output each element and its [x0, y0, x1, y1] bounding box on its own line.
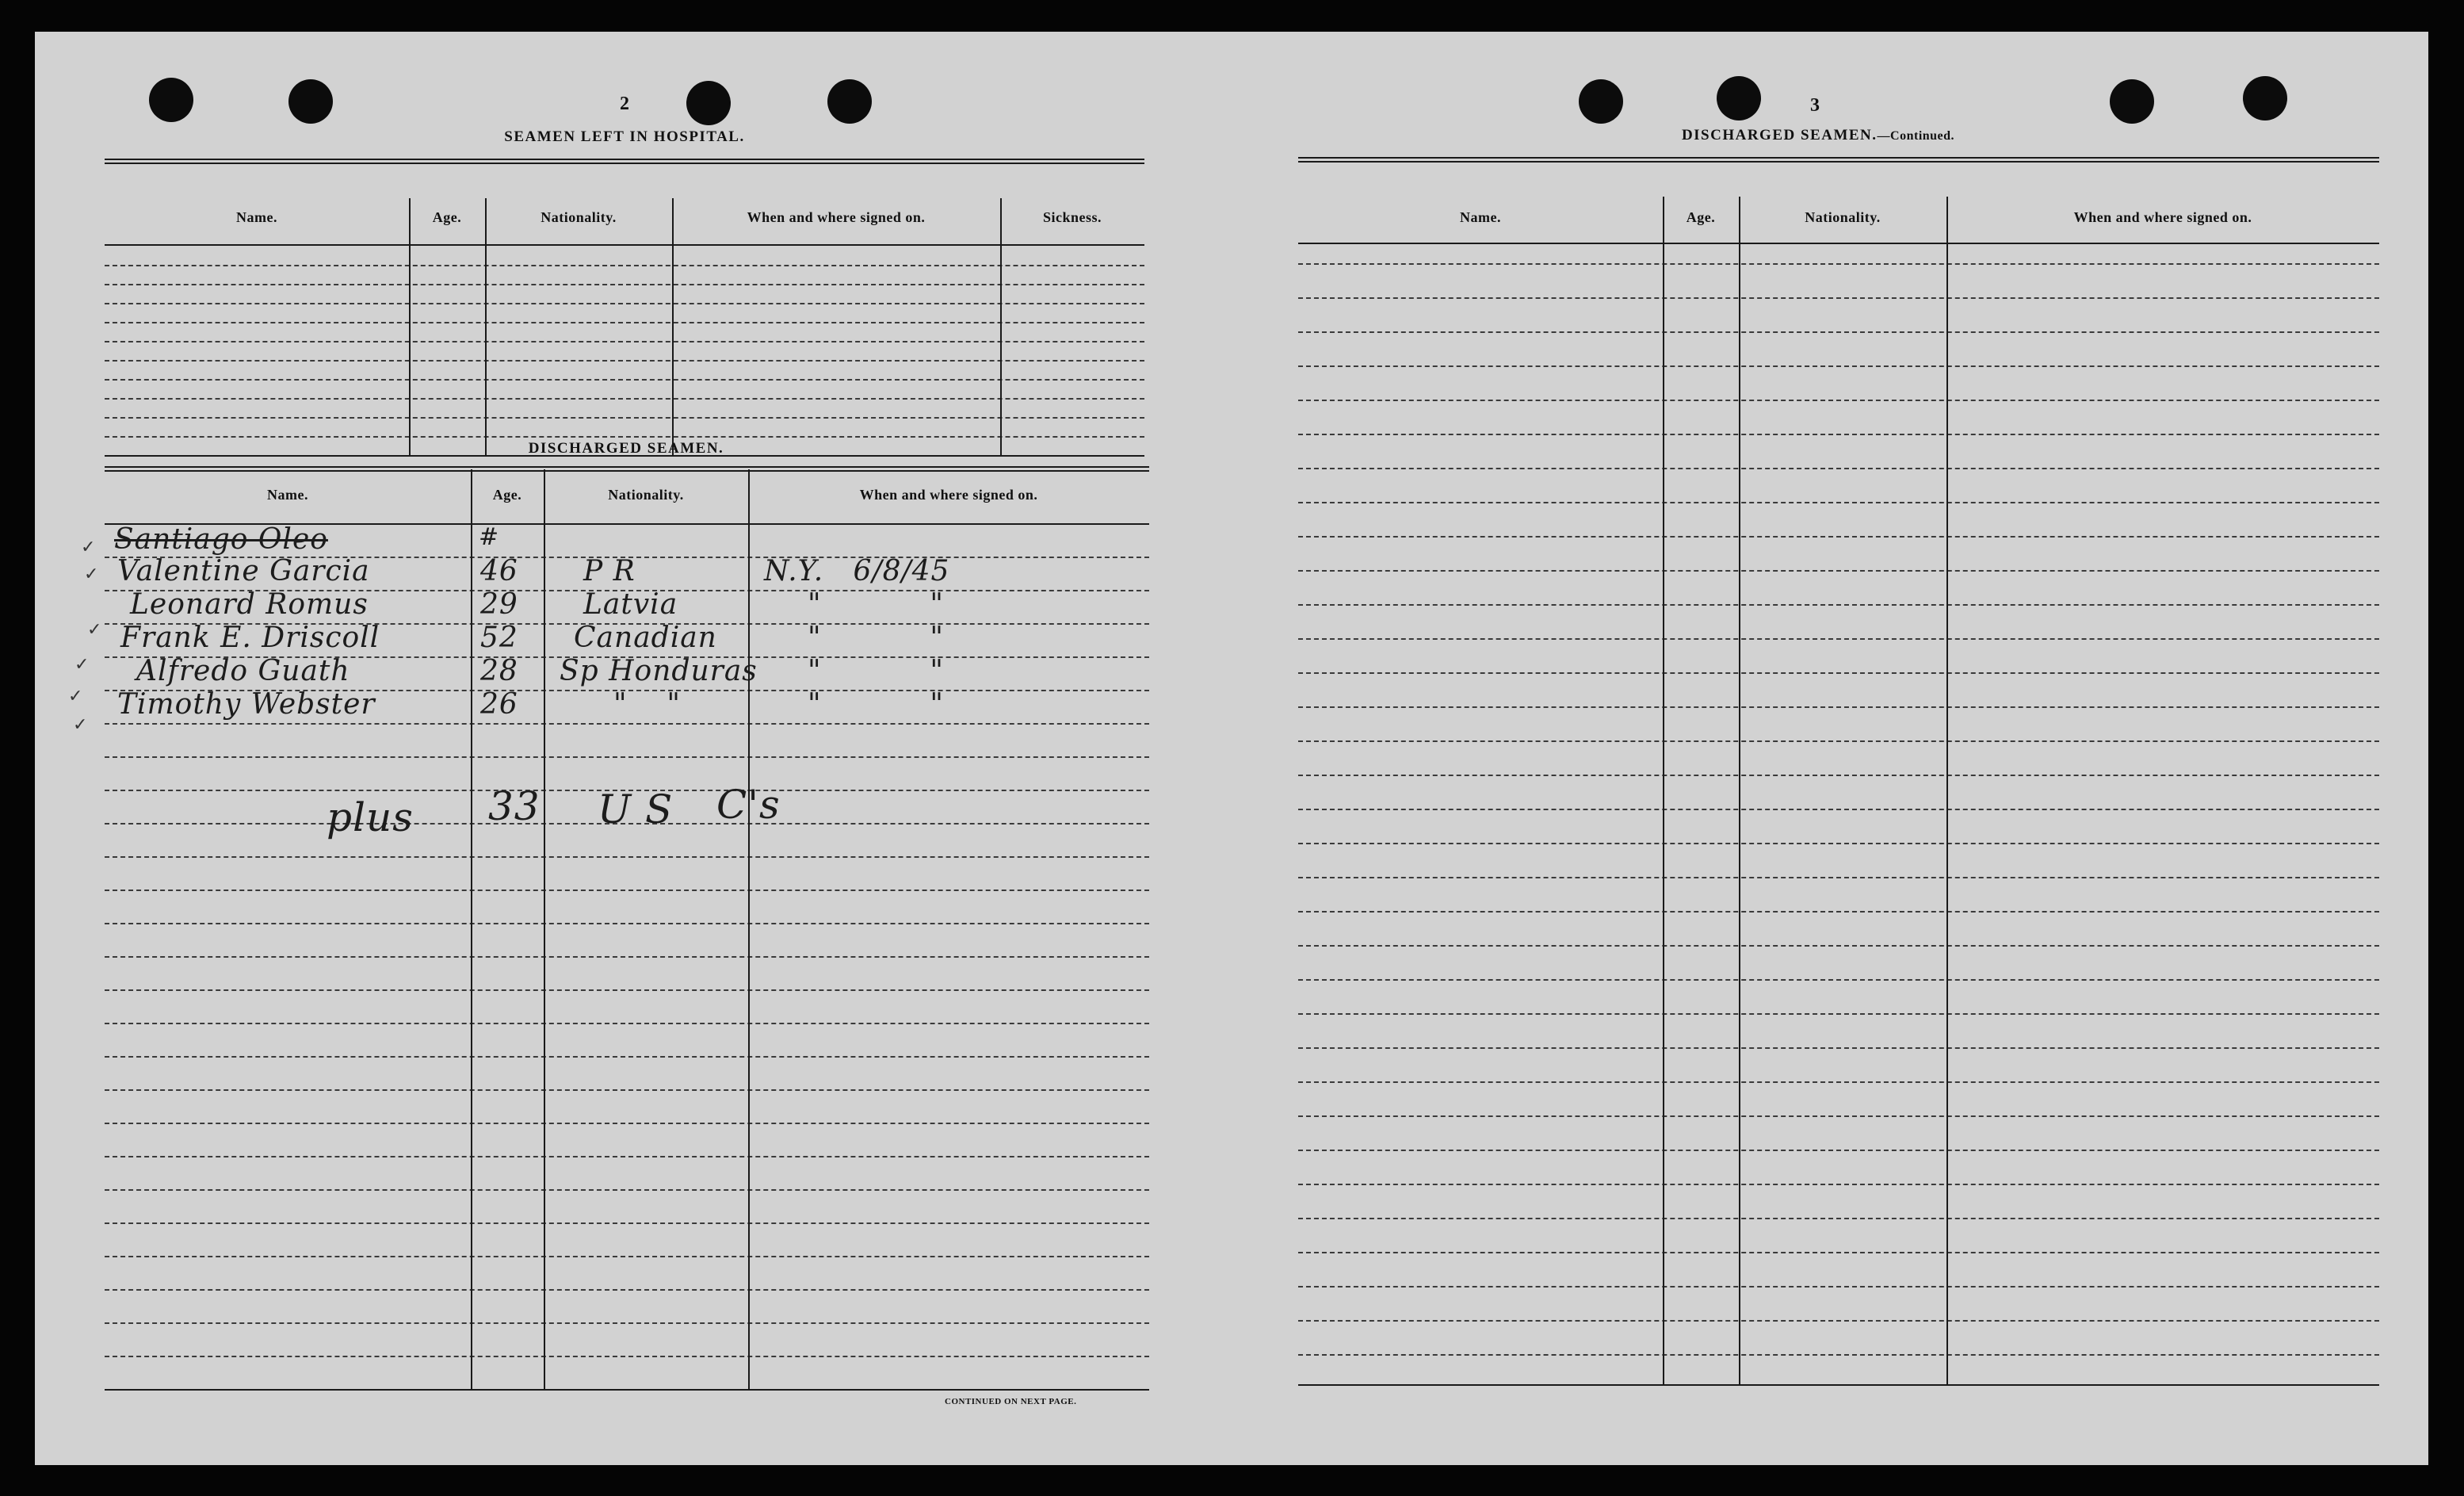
punch-hole — [686, 81, 731, 125]
col-header-name: Name. — [236, 209, 277, 225]
entry-age-struck: # — [479, 523, 500, 551]
note-count: 33 — [488, 783, 541, 829]
entry-nationality: Canadian — [574, 622, 717, 654]
discharged-section-title: DISCHARGED SEAMEN. — [528, 440, 724, 457]
entry-nationality: " " — [613, 688, 681, 721]
entry-signed-on: N.Y. 6/8/45 — [764, 555, 950, 587]
punch-hole — [2243, 76, 2287, 121]
discharged-continued-table — [1298, 157, 2379, 1425]
col-header-age: Age. — [432, 209, 462, 225]
entry-signed-on: " " — [808, 622, 944, 654]
entry-nationality: Latvia — [583, 588, 678, 621]
col-header-nationality: Nationality. — [541, 209, 617, 225]
page-number-left: 2 — [620, 94, 629, 114]
col-header-nationality: Nationality. — [608, 487, 684, 503]
check-mark: ✓ — [68, 687, 83, 706]
punch-hole — [288, 79, 333, 124]
check-mark: ✓ — [84, 564, 99, 584]
right-section-title: DISCHARGED SEAMEN.—Continued. — [1681, 127, 1955, 143]
entry-name: Timothy Webster — [117, 688, 376, 721]
col-header-name: Name. — [1460, 209, 1501, 225]
hospital-section-title: SEAMEN LEFT IN HOSPITAL. — [504, 128, 745, 145]
punch-hole — [149, 78, 193, 122]
entry-nationality: P R — [583, 555, 636, 587]
entry-age: 28 — [480, 655, 518, 687]
page-number-right: 3 — [1810, 95, 1820, 116]
col-header-sickness: Sickness. — [1042, 209, 1102, 225]
entry-age: 52 — [480, 622, 518, 654]
entry-name: Leonard Romus — [130, 588, 369, 621]
punch-hole — [1579, 79, 1623, 124]
note-signed-on: C's — [716, 782, 781, 828]
col-header-signed-on: When and where signed on. — [747, 209, 926, 225]
col-header-signed-on: When and where signed on. — [859, 487, 1038, 503]
entry-name: Valentine Garcia — [117, 555, 370, 587]
col-header-name: Name. — [267, 487, 308, 503]
note-plus: plus — [327, 794, 414, 840]
note-nationality: U S — [598, 786, 674, 832]
entry-name: Alfredo Guath — [136, 655, 350, 687]
entry-name: Frank E. Driscoll — [120, 622, 380, 654]
punch-hole — [827, 79, 872, 124]
check-mark: ✓ — [87, 620, 102, 640]
entry-nationality: Sp Honduras — [560, 655, 758, 687]
entry-age: 26 — [480, 688, 518, 721]
register-sheet — [35, 32, 2428, 1465]
entry-name: Santiago Oleo — [114, 523, 328, 556]
entry-age: 29 — [480, 588, 518, 621]
check-mark: ✓ — [81, 538, 96, 557]
punch-hole — [1717, 76, 1761, 121]
check-mark: ✓ — [74, 655, 90, 675]
check-mark: ✓ — [73, 715, 88, 735]
punch-hole — [2110, 79, 2154, 124]
col-header-nationality: Nationality. — [1805, 209, 1881, 225]
col-header-age: Age. — [1686, 209, 1716, 225]
entry-signed-on: " " — [808, 655, 944, 687]
entry-signed-on: " " — [808, 588, 944, 621]
col-header-age: Age. — [492, 487, 522, 503]
entry-age: 46 — [480, 555, 518, 587]
hospital-table — [105, 159, 1144, 460]
continued-footer: CONTINUED ON NEXT PAGE. — [945, 1397, 1077, 1406]
entry-signed-on: " " — [808, 688, 944, 721]
col-header-signed-on: When and where signed on. — [2073, 209, 2252, 225]
